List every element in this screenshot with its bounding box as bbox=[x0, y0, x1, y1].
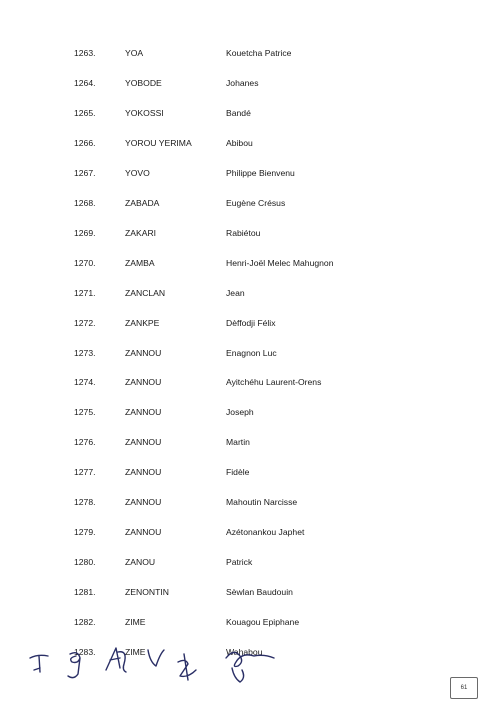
entry-number: 1264. bbox=[74, 77, 96, 88]
list-row bbox=[0, 253, 500, 273]
entry-given-names: Philippe Bienvenu bbox=[226, 167, 295, 178]
entry-number: 1268. bbox=[74, 197, 96, 208]
list-row bbox=[0, 103, 500, 123]
entry-number: 1281. bbox=[74, 587, 96, 598]
entry-number: 1265. bbox=[74, 107, 96, 118]
entry-number: 1275. bbox=[74, 407, 96, 418]
entry-surname: ZANNOU bbox=[125, 497, 162, 508]
entry-surname: YOKOSSI bbox=[125, 107, 164, 118]
entry-number: 1278. bbox=[74, 497, 96, 508]
list-row bbox=[0, 582, 500, 602]
entry-number: 1267. bbox=[74, 167, 96, 178]
entry-number: 1269. bbox=[74, 227, 96, 238]
entry-surname: ZANCLAN bbox=[125, 287, 166, 298]
entry-number: 1263. bbox=[74, 48, 96, 58]
list-row bbox=[0, 522, 500, 542]
entry-number: 1272. bbox=[74, 317, 96, 328]
list-row bbox=[0, 73, 500, 93]
entry-surname: ZIME bbox=[125, 647, 146, 657]
list-row bbox=[0, 612, 500, 632]
entry-surname: ZANNOU bbox=[125, 437, 162, 448]
signature-3 bbox=[106, 648, 126, 672]
entry-given-names: Johanes bbox=[226, 77, 259, 88]
entry-given-names: Kouagou Epiphane bbox=[226, 617, 300, 628]
entry-surname: ZANKPE bbox=[125, 317, 160, 328]
list-row bbox=[0, 43, 500, 63]
entry-given-names: Abibou bbox=[226, 137, 253, 148]
list-row bbox=[0, 492, 500, 512]
signature-4 bbox=[148, 650, 164, 666]
entry-surname: ZANNOU bbox=[125, 347, 162, 358]
entry-given-names: Martin bbox=[226, 437, 250, 448]
list-row bbox=[0, 462, 500, 482]
entry-surname: ZIME bbox=[125, 617, 146, 628]
entry-number: 1277. bbox=[74, 467, 96, 478]
entry-number: 1271. bbox=[74, 287, 96, 298]
entry-given-names: Dèffodji Félix bbox=[226, 317, 276, 328]
list-row bbox=[0, 372, 500, 392]
list-row bbox=[0, 313, 500, 333]
entry-given-names: Eugène Crésus bbox=[226, 197, 286, 208]
entry-number: 1280. bbox=[74, 557, 96, 568]
entry-given-names: Sèwlan Baudouin bbox=[226, 587, 293, 598]
entry-number: 1283. bbox=[74, 647, 96, 657]
list-row bbox=[0, 343, 500, 363]
entry-number: 1274. bbox=[74, 377, 96, 388]
entry-number: 1273. bbox=[74, 347, 96, 358]
entry-given-names: Mahoutin Narcisse bbox=[226, 497, 298, 508]
entry-surname: ZANNOU bbox=[125, 527, 162, 538]
list-row bbox=[0, 552, 500, 572]
list-row bbox=[0, 283, 500, 303]
list-row bbox=[0, 432, 500, 452]
list-row bbox=[0, 193, 500, 213]
entry-surname: ZAMBA bbox=[125, 257, 155, 268]
entry-given-names: Ayitchéhu Laurent-Orens bbox=[226, 377, 322, 388]
signatures bbox=[28, 640, 278, 690]
entry-surname: YOROU YERIMA bbox=[125, 137, 192, 148]
entry-number: 1282. bbox=[74, 617, 96, 628]
entry-number: 1276. bbox=[74, 437, 96, 448]
entry-given-names: Enagnon Luc bbox=[226, 347, 277, 358]
entry-surname: ZABADA bbox=[125, 197, 160, 208]
entry-given-names: Azétonankou Japhet bbox=[226, 527, 305, 538]
entry-surname: ZANNOU bbox=[125, 377, 162, 388]
entry-given-names: Jean bbox=[226, 287, 245, 298]
entry-number: 1266. bbox=[74, 137, 96, 148]
entry-given-names: Rabiétou bbox=[226, 227, 261, 238]
entry-given-names: Patrick bbox=[226, 557, 253, 568]
entry-number: 1270. bbox=[74, 257, 96, 268]
signature-2 bbox=[68, 653, 80, 678]
entry-surname: YOBODE bbox=[125, 77, 162, 88]
entry-surname: ZANNOU bbox=[125, 407, 162, 418]
entry-surname: YOVO bbox=[125, 167, 150, 178]
entry-given-names: Wahabou bbox=[226, 647, 263, 657]
signature-6 bbox=[226, 652, 274, 682]
entry-surname: ZANNOU bbox=[125, 467, 162, 478]
entry-surname: ZENONTIN bbox=[125, 587, 169, 598]
list-row bbox=[0, 163, 500, 183]
signature-5 bbox=[178, 654, 196, 680]
entry-given-names: Fidèle bbox=[226, 467, 250, 478]
page-number: 61 bbox=[450, 677, 478, 699]
signature-1 bbox=[30, 655, 48, 672]
entry-given-names: Henri-Joël Melec Mahugnon bbox=[226, 257, 334, 268]
entry-surname: ZAKARI bbox=[125, 227, 157, 238]
entry-number: 1279. bbox=[74, 527, 96, 538]
list-row bbox=[0, 402, 500, 422]
list-row bbox=[0, 133, 500, 153]
entry-given-names: Kouetcha Patrice bbox=[226, 48, 292, 58]
entry-surname: ZANOU bbox=[125, 557, 156, 568]
entry-given-names: Joseph bbox=[226, 407, 254, 418]
entry-surname: YOA bbox=[125, 48, 144, 58]
list-row bbox=[0, 223, 500, 243]
entry-given-names: Bandé bbox=[226, 107, 251, 118]
